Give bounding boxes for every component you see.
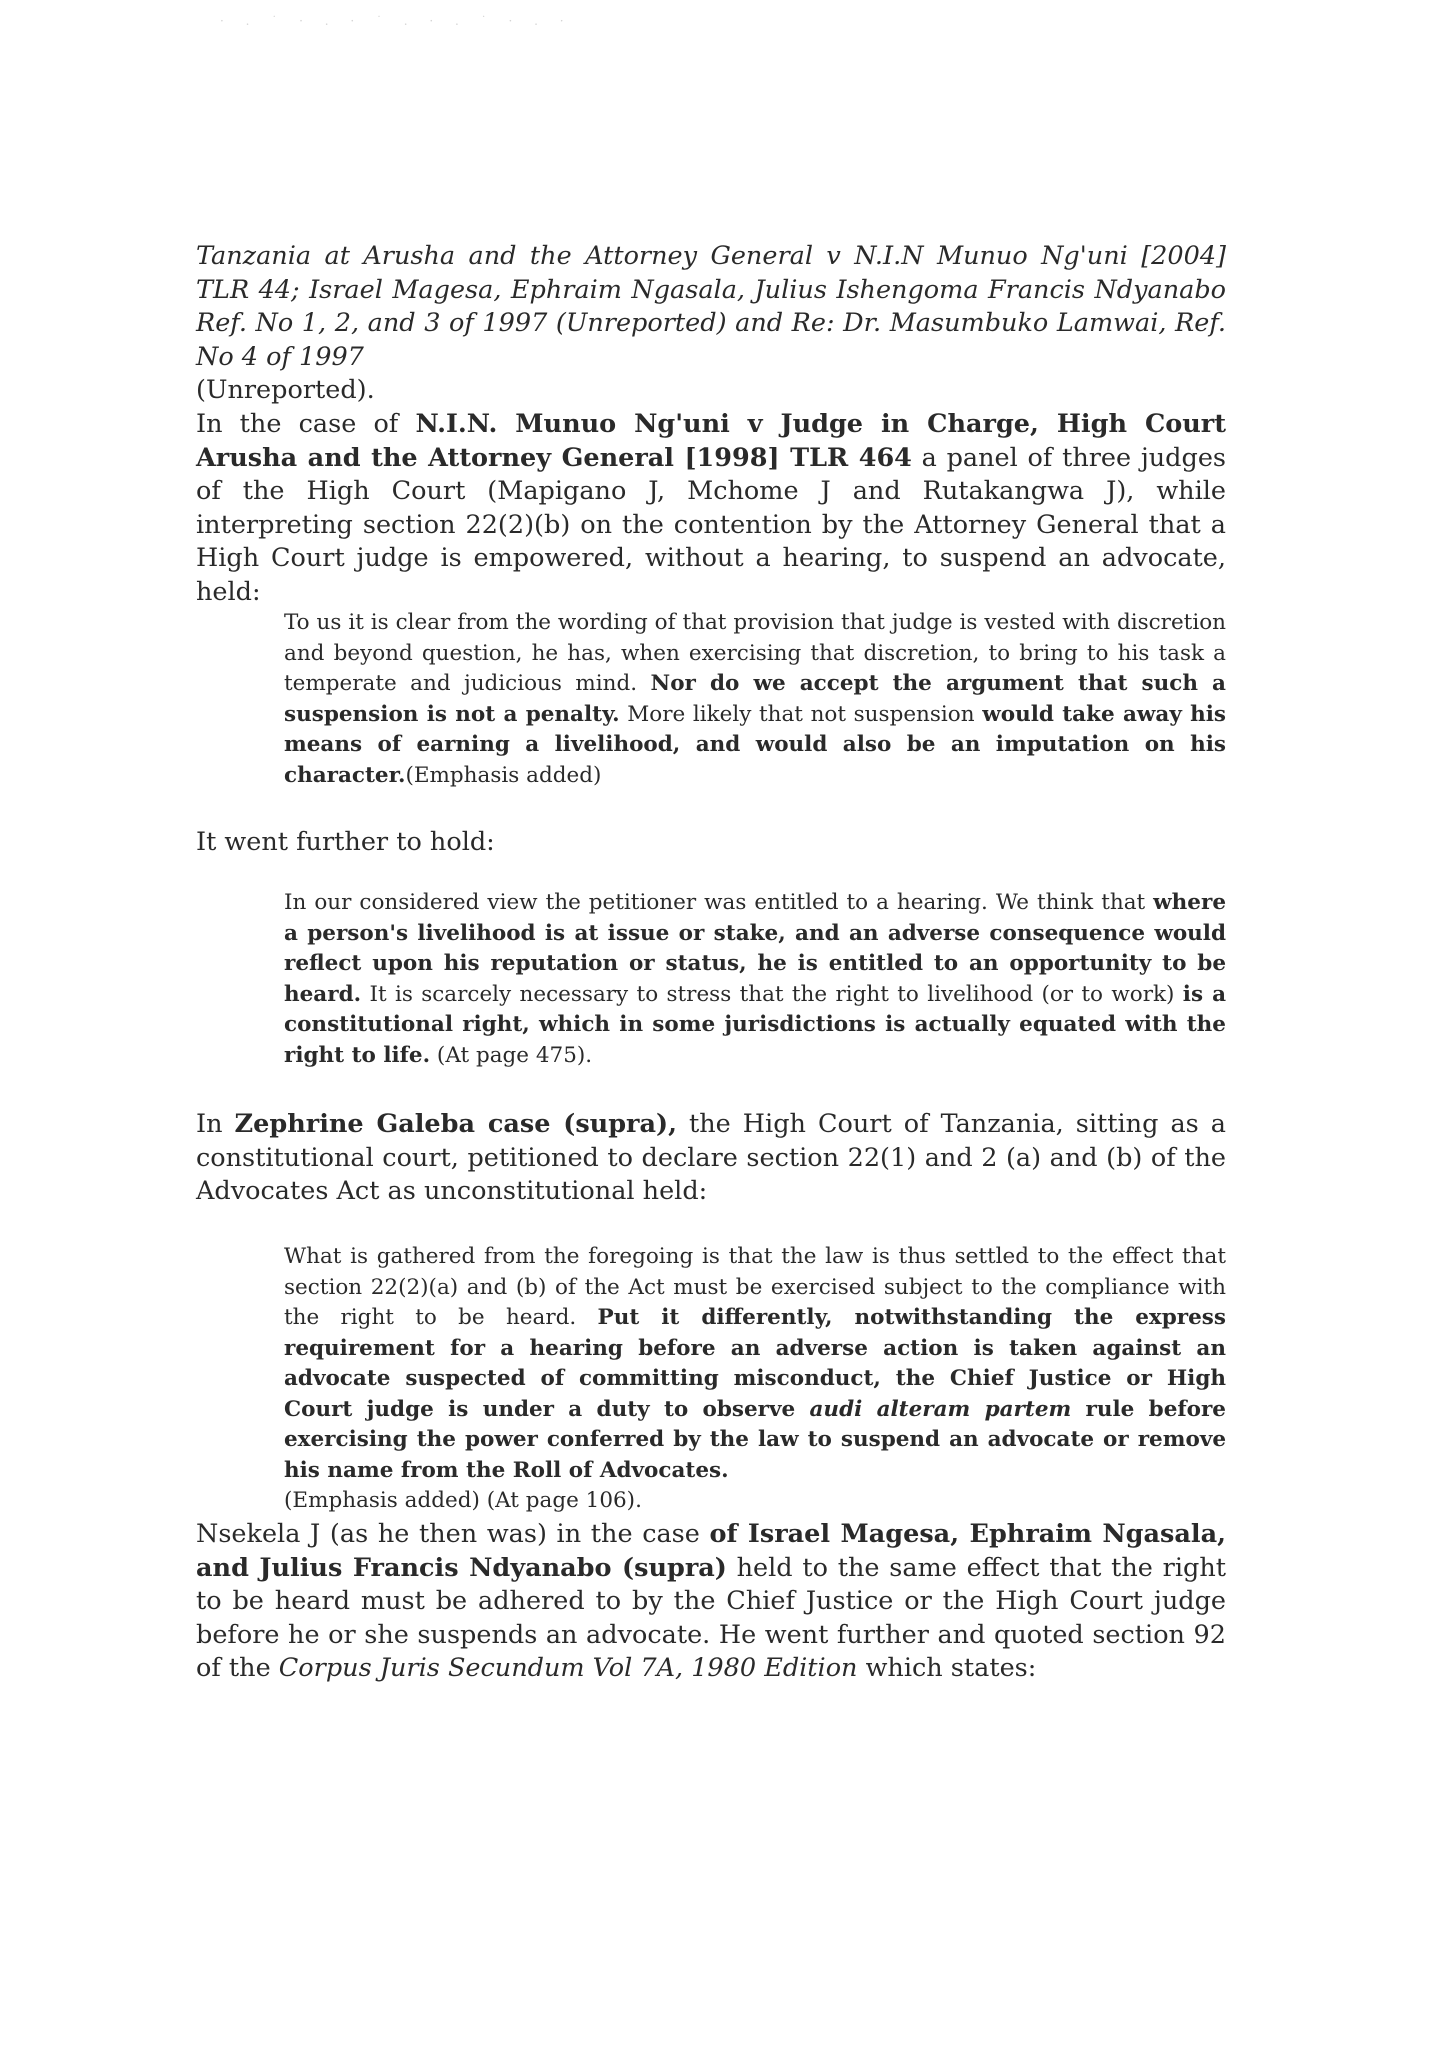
text-span: In our considered view the petitioner was entitled to a hearing. We think that [284,890,1154,915]
text-span: (Emphasis added) [405,762,602,788]
text-span: rule before exercising the power conferred by the law to suspend an advocate or remove his name from the Roll of Advocates. [284,1396,1226,1483]
emphasis: would take away his means of earning a livelihood, and would also be an imputation on his character. [284,701,1227,788]
text-span: which states: [857,1653,1037,1683]
block-quote-2 [284,888,1226,1071]
text-span: held to the same effect that the right to be heard must be adhered to by the Chief Justice or the High Court judge before he or she suspends an advocate. He went further and quoted section 92 of the [196,1552,1226,1683]
citation-text: Tanzania at Arusha and the Attorney General v N.I.N Munuo Ng'uni [2004] TLR 44; Israel Magesa, Ephraim Ngasala, Julius Ishengoma Francis Ndyanabo Ref. No 1, 2, and 3 of 1997 (Unreported) and Re: Dr. Masumbuko Lamwai, Ref. No 4 of 1997 [196,241,1226,372]
text-span: More likely that not suspension [619,701,983,727]
went-further-paragraph [196,826,1226,860]
block-quote-3 [284,1242,1226,1517]
citation-paragraph [196,240,1226,408]
text-span: (Emphasis added) (At page 106). [284,1488,642,1513]
block-quote-1 [284,608,1226,791]
emphasis: is a constitutional right, which in some jurisdictions is actually equated with the right to life. [284,981,1226,1068]
latin-phrase: audi alteram partem [809,1396,1072,1422]
text-span: It went further to hold: [196,827,495,857]
case-name: Zephrine Galeba case (supra), [234,1109,677,1139]
book-title: Corpus Juris Secundum Vol 7A, 1980 Edition [278,1653,858,1683]
case-name: N.I.N. Munuo Ng'uni v Judge in Charge, High Court Arusha and the Attorney General [1998] TLR 464 [196,409,1226,473]
emphasis: where a person's livelihood is at issue or stake, and an adverse consequence would reflect upon his reputation or status, he is entitled to an opportunity to be heard. [284,890,1226,1007]
citation-tail: (Unreported). [196,375,375,405]
emphasis: Nor do we accept the argument that such a suspension is not a penalty. [284,671,1226,727]
text-span: To us it is clear from the wording of that provision that judge is vested with discretion and beyond question, he has, when exercising that discretion, to bring to his task a temperate and judicious mind. [284,610,1226,696]
case-name: of Israel Magesa, Ephraim Ngasala, and Julius Francis Ndyanabo (supra) [196,1519,1226,1583]
text-span: a panel of three judges of the High Court (Mapigano J, Mchome J and Rutakangwa J), while interpreting section 22(2)(b) on the contention by the Attorney General that a High Court judge is empowered, without a hearing, to suspend an advocate, held: [196,442,1227,607]
scan-artifact: · . ˙ · . · ˙ . · . ˙ · . · [220,14,573,28]
case-paragraph-munuo [196,408,1226,609]
text-span: Put it differently, notwithstanding the express requirement for a hearing before an adverse action is taken against an advocate suspected of committing misconduct, the Chief Justice or High Court judge is under a duty to observe [284,1305,1226,1422]
nsekela-paragraph [196,1518,1226,1686]
text-span: (At page 475). [430,1042,593,1068]
emphasis [284,1305,1226,1483]
text-span: What is gathered from the foregoing is that the law is thus settled to the effect that section 22(2)(a) and (b) of the Act must be exercised subject to the compliance with the right to be heard. [284,1244,1226,1330]
text-span: In [196,1109,235,1139]
text-span: In the case of [196,409,416,439]
text-span: the High Court of Tanzania, sitting as a constitutional court, petitioned to declare section 22(1) and 2 (a) and (b) of the Advocates Act as unconstitutional held: [196,1109,1226,1206]
text-span: Nsekela J (as he then was) in the case [196,1519,710,1549]
zephrine-paragraph [196,1108,1226,1209]
text-span: It is scarcely necessary to stress that the right to livelihood (or to work) [361,981,1183,1007]
